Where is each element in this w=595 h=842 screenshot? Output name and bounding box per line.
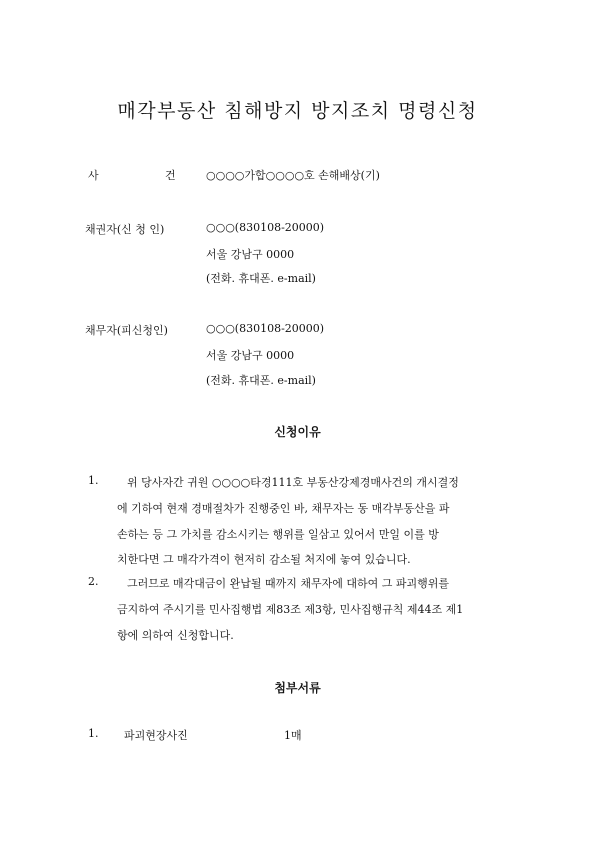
case-label-left: 사 bbox=[88, 169, 99, 182]
attachments-heading: 첨부서류 bbox=[274, 681, 321, 695]
attachment-1-count: 1매 bbox=[284, 729, 302, 742]
debtor-contact-line: (전화. 휴대폰. e-mail) bbox=[206, 374, 316, 387]
debtor-address-line: 서울 강남구 0000 bbox=[206, 349, 295, 362]
creditor-contact-line: (전화. 휴대폰. e-mail) bbox=[206, 272, 316, 285]
debtor-label: 채무자(피신청인) bbox=[85, 324, 168, 337]
case-label-right: 건 bbox=[165, 169, 176, 182]
reason-2-number: 2. bbox=[88, 575, 99, 588]
reason-2-line-1: 그러므로 매각대금이 완납될 때까지 채무자에 대하여 그 파괴행위를 bbox=[127, 577, 450, 590]
debtor-id-line: ○○○(830108-20000) bbox=[206, 322, 325, 335]
reasons-heading: 신청이유 bbox=[274, 425, 321, 439]
attachment-1-name: 파괴현장사진 bbox=[124, 729, 188, 742]
reason-1-number: 1. bbox=[88, 474, 99, 487]
case-value: ○○○○가합○○○○호 손해배상(기) bbox=[206, 169, 380, 182]
document-title: 매각부동산 침해방지 방지조치 명령신청 bbox=[117, 100, 478, 122]
creditor-address-line: 서울 강남구 0000 bbox=[206, 248, 295, 261]
reason-1-line-3: 손하는 등 그 가치를 감소시키는 행위를 일삼고 있어서 만일 이를 방 bbox=[117, 528, 439, 541]
reason-2-line-2: 금지하여 주시기를 민사집행법 제83조 제3항, 민사집행규칙 제44조 제1 bbox=[117, 603, 464, 616]
creditor-label: 채권자(신 청 인) bbox=[85, 223, 165, 236]
reason-1-line-4: 치한다면 그 매각가격이 현저히 감소될 처지에 놓여 있습니다. bbox=[117, 553, 411, 566]
creditor-id-line: ○○○(830108-20000) bbox=[206, 221, 325, 234]
attachment-1-number: 1. bbox=[88, 727, 99, 740]
reason-1-line-1: 위 당사자간 귀원 ○○○○타경111호 부동산강제경매사건의 개시결정 bbox=[127, 476, 459, 489]
reason-2-line-3: 항에 의하여 신청합니다. bbox=[117, 629, 234, 642]
reason-1-line-2: 에 기하여 현재 경매절차가 진행중인 바, 채무자는 동 매각부동산을 파 bbox=[117, 502, 450, 515]
